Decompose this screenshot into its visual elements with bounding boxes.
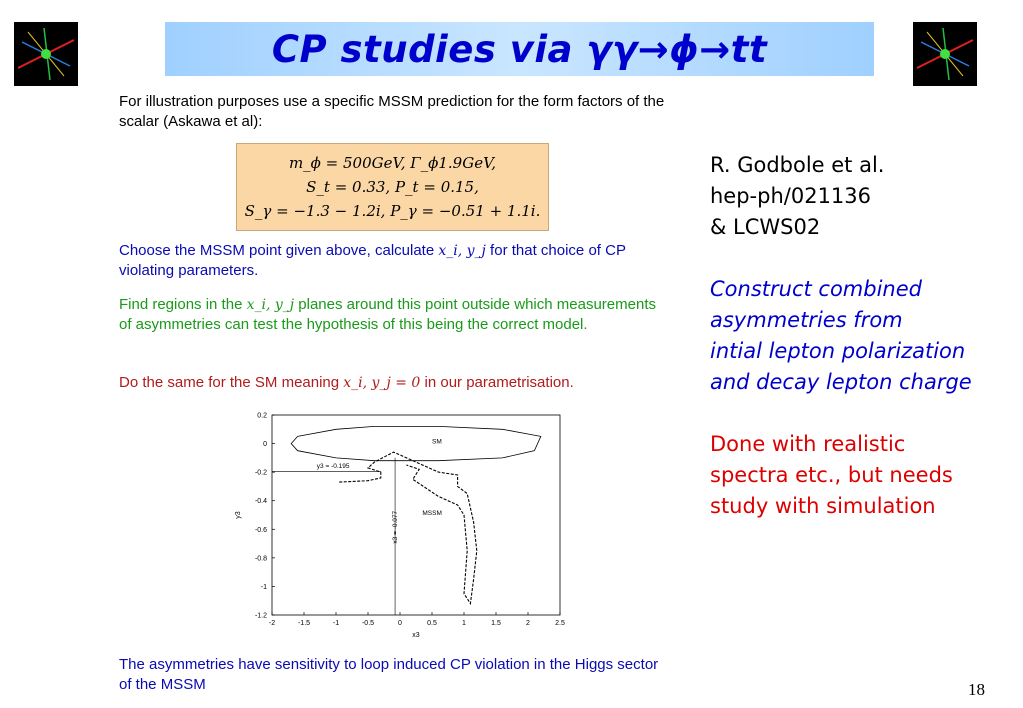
formula-line-2: S_t = 0.33, P_t = 0.15, — [306, 178, 479, 196]
text: planes around this point outside which measurements of asymmetries can test the hypothesis of this being the correct model. — [119, 296, 656, 333]
method-line: asymmetries from — [710, 308, 903, 332]
reference-block — [710, 150, 1015, 243]
choose-point-paragraph — [119, 241, 667, 281]
method-line: Construct combined — [710, 277, 922, 301]
plot-annotation: y3 = -0.195 — [316, 462, 350, 470]
y-tick-label: -0.6 — [254, 526, 267, 534]
text: for that choice of CP violating parameters. — [119, 242, 626, 279]
parameter-formula-box — [236, 143, 549, 231]
sm-paragraph — [119, 373, 667, 393]
y-tick-label: -0.8 — [254, 555, 267, 563]
status-line: study with simulation — [710, 494, 936, 518]
conclusion-paragraph: The asymmetries have sensitivity to loop induced CP violation in the Higgs sector of the MSSM — [119, 656, 659, 693]
text: Find regions in the — [119, 296, 247, 313]
title-banner — [165, 22, 874, 76]
math-inline: x_i, y_j — [438, 243, 486, 259]
x-tick-label: -1.5 — [297, 620, 311, 627]
math-inline: x_i, y_j = 0 — [343, 375, 421, 391]
x-tick-label: 2.5 — [555, 620, 565, 627]
plot-annotation: SM — [432, 438, 442, 446]
method-line: intial lepton polarization — [710, 339, 966, 363]
plot-annotation: MSSM — [422, 510, 442, 517]
y-tick-label: -0.2 — [254, 469, 267, 477]
particle-tracks-icon — [14, 22, 78, 86]
method-block — [710, 274, 1015, 398]
x-tick-label: -0.5 — [361, 620, 375, 627]
reference-line: R. Godbole et al. — [710, 153, 885, 177]
series-line — [339, 452, 477, 603]
x-axis-label: x3 — [412, 632, 420, 639]
y-tick-label: 0 — [263, 441, 267, 449]
right-column — [710, 150, 1015, 553]
x-tick-label: 0 — [398, 620, 402, 627]
math-inline: x_i, y_j — [246, 297, 295, 313]
x-tick-label: 2 — [526, 620, 530, 627]
formula-line-3: S_γ = −1.3 − 1.2i, P_γ = −0.51 + 1.1i. — [244, 202, 541, 220]
status-block — [710, 429, 1015, 522]
reference-line: hep-ph/021136 — [710, 184, 872, 208]
series-line — [291, 426, 541, 460]
plot-annotation: x3 = -0.077 — [391, 510, 399, 544]
x-tick-label: -2 — [268, 620, 276, 627]
formula-line-1: m_ϕ = 500GeV, Γ_ϕ1.9GeV, — [288, 154, 497, 172]
status-line: Done with realistic — [710, 432, 906, 456]
event-display-logo-right — [913, 22, 977, 86]
asymmetry-contour-plot — [230, 405, 580, 645]
x-tick-label: 1 — [462, 620, 466, 627]
page-number: 18 — [968, 680, 985, 699]
x-tick-label: -1 — [332, 620, 340, 627]
event-display-logo-left — [14, 22, 78, 86]
x-tick-label: 0.5 — [427, 620, 437, 627]
y-tick-label: 0.2 — [257, 412, 267, 420]
text: Do the same for the SM meaning — [119, 374, 344, 391]
intro-paragraph: For illustration purposes use a specific MSSM prediction for the form factors of the scalar (Askawa et al): — [119, 93, 665, 130]
x-tick-label: 1.5 — [491, 620, 501, 627]
y-tick-label: -1 — [260, 583, 267, 591]
text: in our parametrisation. — [420, 374, 574, 391]
reference-line: & LCWS02 — [710, 215, 821, 239]
method-line: and decay lepton charge — [710, 370, 972, 394]
y-tick-label: -1.2 — [254, 612, 267, 620]
find-regions-paragraph — [119, 295, 667, 335]
particle-tracks-icon — [913, 22, 977, 86]
y-axis-label: y3 — [235, 511, 242, 519]
status-line: spectra etc., but needs — [710, 463, 953, 487]
text: Choose the MSSM point given above, calculate — [119, 242, 439, 259]
plot-frame — [272, 415, 560, 615]
y-tick-label: -0.4 — [254, 498, 267, 506]
slide-title: CP studies via γγ→ϕ→tt — [271, 27, 768, 71]
